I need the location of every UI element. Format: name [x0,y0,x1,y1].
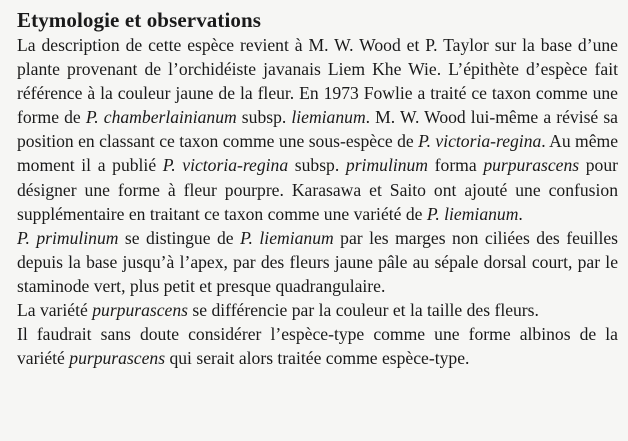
taxon-name: purpurascens [92,300,189,321]
text-run: La description de cette espèce revient à M. W. Wood et P. Taylor sur la base d’une plante provenant de l’orchidéiste javanais Liem Khe Wie. L’épithète d’espèce fait référence à la couleur jaune de la fleur. En 1973 Fowlie a traité ce taxon comme une forme de [17,35,618,128]
taxon-name: P. victoria-regina [418,131,542,152]
taxon-name: purpurascens [69,348,166,369]
text-run: Il faudrait sans doute considérer l’espèce-type comme une forme albinos de la variété [17,324,618,369]
taxon-name: purpurascens [483,155,580,176]
text-run: par les marges non ciliées des feuilles depuis la base jusqu’à l’apex, par des fleurs jaune pâle au sépale dorsal court, par le staminode vert, plus petit et presque quadrangulaire. [17,227,618,296]
taxon-name: primulinum [345,155,429,176]
text-run: . [518,203,523,224]
paragraph-variety [17,298,618,322]
taxon-name: P. liemianum [426,203,519,224]
taxon-name: P. liemianum [240,227,334,248]
text-run: qui serait alors traitée comme espèce-type. [165,348,470,369]
paragraph-distinction [17,226,618,298]
text-run: La variété [17,300,93,321]
text-run: pour désigner une forme à fleur pourpre. Karasawa et Saito ont ajouté une confusion supplémentaire en traitant ce taxon comme une variété de [17,155,618,224]
text-run: se distingue de [118,227,241,248]
text-run: subsp. [236,107,292,128]
paragraph-etymology [17,33,618,226]
text-run: . Au même moment il a publié [17,131,619,176]
taxon-name: P. victoria-regina [162,155,289,176]
taxon-name: P. chamberlainianum [85,107,237,128]
taxon-name: liemianum [291,107,366,128]
text-run: se différencie par la couleur et la taille des fleurs. [188,300,539,321]
text-run: . M. W. Wood lui-même a révisé sa position en classant ce taxon comme une sous-espèce de [17,107,618,152]
text-run: forma [428,155,484,176]
text-run: subsp. [288,155,346,176]
paragraph-conclusion [17,322,618,370]
taxon-name: P. primulinum [17,227,119,248]
section-heading: Etymologie et observations [17,8,262,32]
